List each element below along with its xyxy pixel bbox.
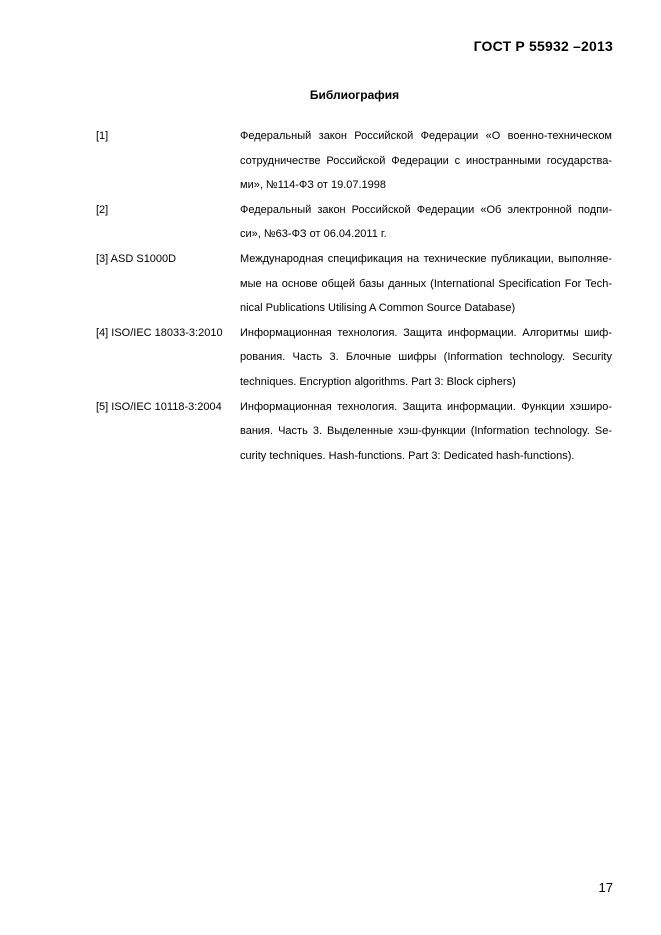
bibliography-entry-text — [240, 124, 612, 198]
bibliography-text-line: Федеральный закон Российской Федерации «О военно-техническом — [240, 130, 612, 142]
page-number: 17 — [598, 880, 613, 895]
bibliography-text-line: Информационная технология. Защита информации. Функции хэширо- — [240, 400, 612, 413]
document-code-header: ГОСТ Р 55932 –2013 — [473, 38, 613, 54]
bibliography-entry-5 — [96, 395, 612, 469]
bibliography-text-line: вания. Часть 3. Выделенные хэш-функции (Information technology. Se- — [240, 425, 612, 438]
bibliography-text-line: рования. Часть 3. Блочные шифры (Information technology. Security — [240, 351, 612, 364]
bibliography-entry-3 — [96, 247, 612, 321]
bibliography-text-line: nical Publications Utilising A Common Source Database) — [240, 302, 516, 315]
bibliography-entry-label: [4] ISO/IEC 18033-3:2010 — [96, 326, 223, 339]
bibliography-entry-text — [240, 198, 612, 247]
bibliography-text-line: мые на основе общей базы данных (International Specification For Tech- — [240, 277, 612, 290]
bibliography-entry-4 — [96, 321, 612, 395]
bibliography-entry-2 — [96, 198, 612, 247]
bibliography-text-line: Международная спецификация на технические публикации, выполняе- — [240, 252, 612, 265]
bibliography-text-line: си», №63-ФЗ от 06.04.2011 г. — [240, 228, 387, 241]
bibliography-entry-text — [240, 321, 612, 395]
bibliography-entry-text — [240, 247, 612, 321]
bibliography-entry-label: [5] ISO/IEC 10118-3:2004 — [96, 400, 222, 413]
bibliography-entry-1 — [96, 124, 612, 198]
bibliography-text-line: ми», №114-ФЗ от 19.07.1998 — [240, 179, 387, 192]
bibliography-text-line: Федеральный закон Российской Федерации «Об электронной подпи- — [240, 203, 612, 216]
bibliography-text-line: techniques. Encryption algorithms. Part 3: Block ciphers) — [240, 375, 516, 388]
bibliography-entry-label: [1] — [96, 130, 109, 142]
bibliography-entry-label: [3] ASD S1000D — [96, 252, 177, 265]
bibliography-text-line: curity techniques. Hash-functions. Part 3: Dedicated hash-functions). — [240, 449, 575, 462]
bibliography-list — [96, 124, 612, 468]
bibliography-text-line: сотрудничестве Российской Федерации с иностранными государства- — [240, 154, 612, 167]
bibliography-text-line: Информационная технология. Защита информации. Алгоритмы шиф- — [240, 326, 612, 339]
bibliography-entry-label: [2] — [96, 203, 109, 216]
bibliography-entry-text — [240, 395, 612, 469]
section-title: Библиография — [309, 88, 400, 102]
